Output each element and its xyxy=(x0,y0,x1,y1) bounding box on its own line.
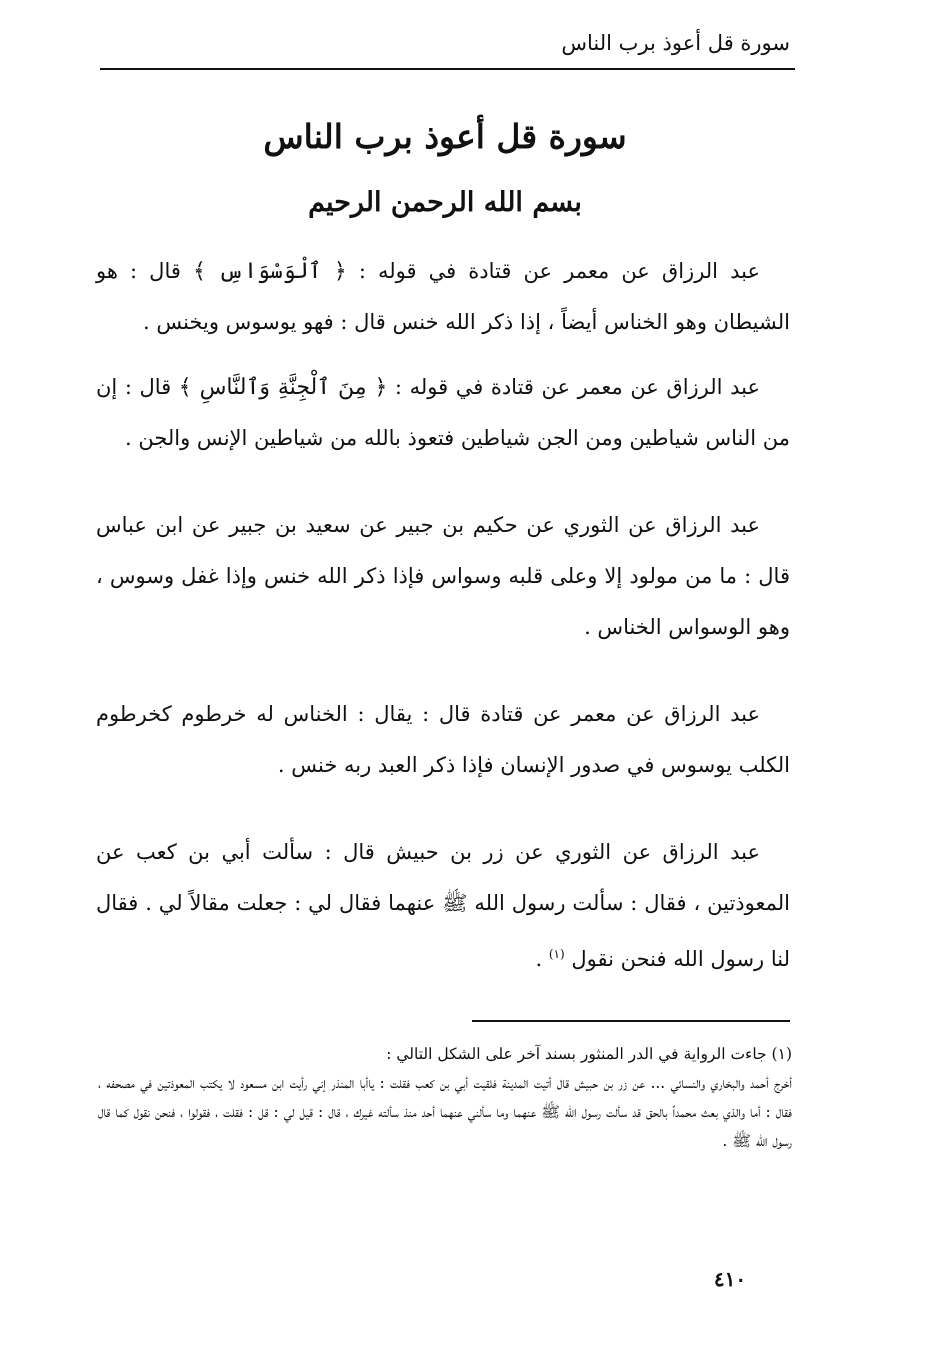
footnote-text: أخرج أحمد والبخاري والنسائي ... عن زر بن حبيش قال أتيت المدينة فلقيت أبي بن كعب فقلت : ياأبا المنذر إني رأيت ابن مسعود لا يكتب المعوذتين في مصحفه ، فقال : أما والذي بعث محمداً بالحق قد سألت رسول الله ﷺ عنهما وما سألني عنهما أحد منذ سألته غيرك ، قال : قيل لي : قل : فقلت ، فقولوا ، فنحن نقول كما قال رسول الله ﷺ . xyxy=(98,1074,792,1150)
running-header: سورة قل أعوذ برب الناس xyxy=(561,31,790,55)
footnote-divider xyxy=(472,1020,790,1022)
paragraph-text: قال : إن من الناس شياطين ومن الجن شياطين فتعوذ بالله من شياطين الإنس والجن . xyxy=(96,375,790,450)
footnotes xyxy=(98,1040,792,1156)
paragraph xyxy=(96,827,790,985)
paragraph xyxy=(96,689,790,791)
paragraph-text: عبد الرزاق عن معمر عن قتادة قال : يقال : الخناس له خرطوم كخرطوم الكلب يوسوس في صدور الإنسان فإذا ذكر العبد ربه خنس . xyxy=(96,702,790,777)
paragraph xyxy=(96,246,790,348)
quran-quote: ﴿ مِنَ ٱلْجِنَّةِ وَٱلنَّاسِ ﴾ xyxy=(178,375,388,400)
footnote-text: (١) جاءت الرواية في الدر المنثور بسند آخر على الشكل التالي : xyxy=(386,1045,792,1063)
paragraph xyxy=(96,362,790,464)
paragraph-text: عبد الرزاق عن معمر عن قتادة في قوله : xyxy=(358,259,761,283)
paragraph-text: . xyxy=(535,947,543,971)
basmala-heading: بسم الله الرحمن الرحيم xyxy=(308,187,582,218)
paragraph-text: عبد الرزاق عن الثوري عن زر بن حبيش قال : سألت أبي بن كعب عن المعوذتين ، فقال : سألت رسول الله ﷺ عنهما فقال لي : جعلت مقالاً لي . فقال لنا رسول الله فنحن نقول xyxy=(96,840,790,971)
header-divider xyxy=(100,68,795,70)
footnote-reference[interactable]: (١) xyxy=(548,947,565,961)
quran-quote: ﴿ ٱلْوَسْوَاسِ ﴾ xyxy=(193,259,347,284)
body-text xyxy=(96,246,790,985)
surah-title: سورة قل أعوذ برب الناس xyxy=(263,117,627,156)
page-number: ٤١٠ xyxy=(713,1267,747,1291)
paragraph-text: عبد الرزاق عن معمر عن قتادة في قوله : xyxy=(387,375,760,399)
paragraph xyxy=(96,500,790,653)
paragraph-text: قال : هو الشيطان وهو الخناس أيضاً ، إذا ذكر الله خنس قال : فهو يوسوس ويخنس . xyxy=(96,259,790,334)
paragraph-text: عبد الرزاق عن الثوري عن حكيم بن جبير عن سعيد بن جبير عن ابن عباس قال : ما من مولود إلا وعلى قلبه وسواس فإذا ذكر الله خنس وإذا غفل وسوس ، وهو الوسواس الخناس . xyxy=(96,513,790,639)
